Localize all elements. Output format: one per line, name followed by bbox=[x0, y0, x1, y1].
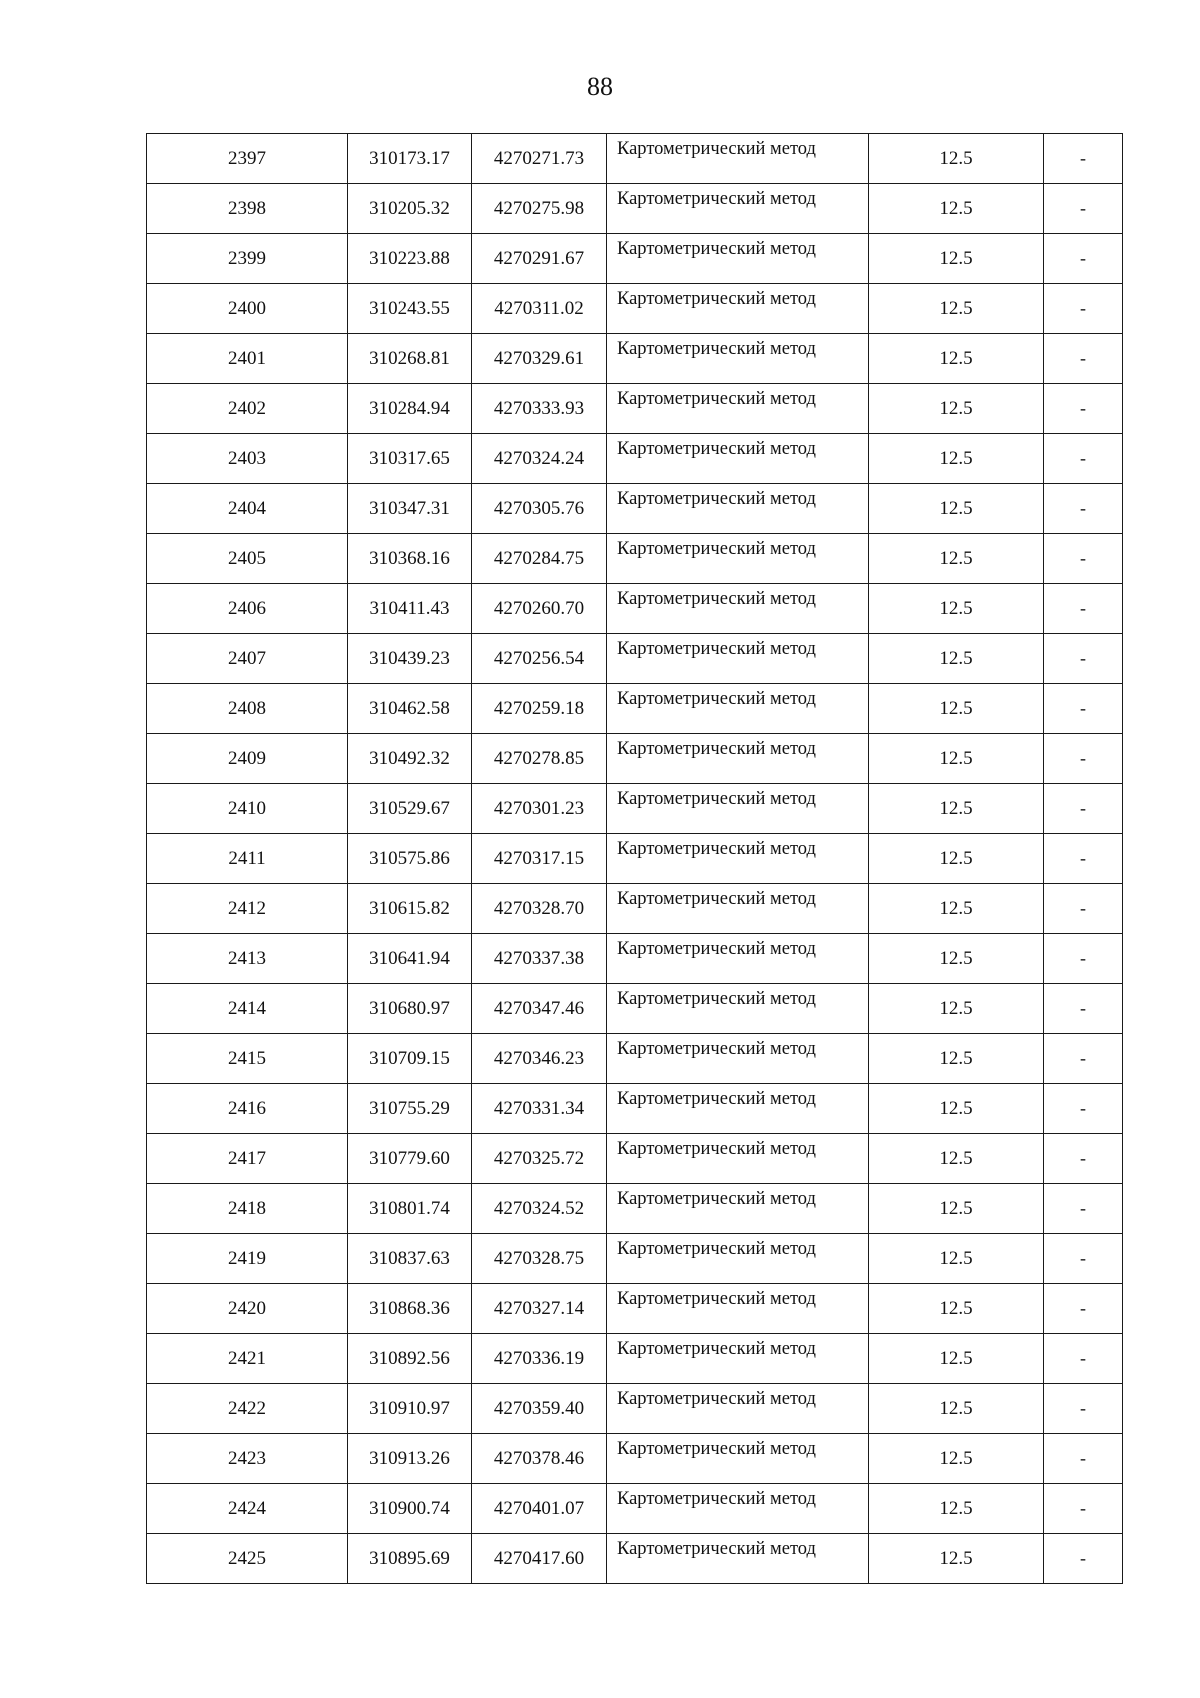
page-number: 88 bbox=[587, 72, 613, 101]
y-coordinate-cell: 4270291.67 bbox=[472, 234, 607, 284]
y-coordinate-cell: 4270346.23 bbox=[472, 1034, 607, 1084]
table-row bbox=[147, 1184, 1123, 1234]
x-coordinate-cell: 310173.17 bbox=[348, 134, 472, 184]
y-coordinate-cell: 4270271.73 bbox=[472, 134, 607, 184]
y-coordinate-cell: 4270347.46 bbox=[472, 984, 607, 1034]
method-cell: Картометрический метод bbox=[607, 384, 869, 434]
table-row bbox=[147, 1134, 1123, 1184]
y-coordinate-cell: 4270278.85 bbox=[472, 734, 607, 784]
x-coordinate-cell: 310462.58 bbox=[348, 684, 472, 734]
y-coordinate-cell: 4270327.14 bbox=[472, 1284, 607, 1334]
y-coordinate-cell: 4270317.15 bbox=[472, 834, 607, 884]
y-coordinate-cell: 4270401.07 bbox=[472, 1484, 607, 1534]
point-number-cell: 2421 bbox=[147, 1334, 348, 1384]
accuracy-cell: 12.5 bbox=[869, 284, 1044, 334]
accuracy-cell: 12.5 bbox=[869, 1234, 1044, 1284]
x-coordinate-cell: 310284.94 bbox=[348, 384, 472, 434]
x-coordinate-cell: 310243.55 bbox=[348, 284, 472, 334]
point-number-cell: 2423 bbox=[147, 1434, 348, 1484]
y-coordinate-cell: 4270256.54 bbox=[472, 634, 607, 684]
accuracy-cell: 12.5 bbox=[869, 934, 1044, 984]
x-coordinate-cell: 310837.63 bbox=[348, 1234, 472, 1284]
table-row bbox=[147, 484, 1123, 534]
point-number-cell: 2406 bbox=[147, 584, 348, 634]
y-coordinate-cell: 4270331.34 bbox=[472, 1084, 607, 1134]
table-row bbox=[147, 834, 1123, 884]
point-number-cell: 2425 bbox=[147, 1534, 348, 1584]
accuracy-cell: 12.5 bbox=[869, 334, 1044, 384]
point-number-cell: 2409 bbox=[147, 734, 348, 784]
accuracy-cell: 12.5 bbox=[869, 534, 1044, 584]
note-cell: - bbox=[1044, 1084, 1123, 1134]
accuracy-cell: 12.5 bbox=[869, 1384, 1044, 1434]
x-coordinate-cell: 310268.81 bbox=[348, 334, 472, 384]
table-body bbox=[147, 134, 1123, 1584]
x-coordinate-cell: 310223.88 bbox=[348, 234, 472, 284]
point-number-cell: 2403 bbox=[147, 434, 348, 484]
y-coordinate-cell: 4270259.18 bbox=[472, 684, 607, 734]
table-row bbox=[147, 984, 1123, 1034]
point-number-cell: 2422 bbox=[147, 1384, 348, 1434]
accuracy-cell: 12.5 bbox=[869, 1484, 1044, 1534]
note-cell: - bbox=[1044, 734, 1123, 784]
table-row bbox=[147, 1384, 1123, 1434]
x-coordinate-cell: 310868.36 bbox=[348, 1284, 472, 1334]
table-row bbox=[147, 934, 1123, 984]
accuracy-cell: 12.5 bbox=[869, 784, 1044, 834]
point-number-cell: 2407 bbox=[147, 634, 348, 684]
x-coordinate-cell: 310575.86 bbox=[348, 834, 472, 884]
note-cell: - bbox=[1044, 184, 1123, 234]
method-cell: Картометрический метод bbox=[607, 584, 869, 634]
point-number-cell: 2420 bbox=[147, 1284, 348, 1334]
y-coordinate-cell: 4270329.61 bbox=[472, 334, 607, 384]
note-cell: - bbox=[1044, 1534, 1123, 1584]
x-coordinate-cell: 310779.60 bbox=[348, 1134, 472, 1184]
y-coordinate-cell: 4270324.24 bbox=[472, 434, 607, 484]
point-number-cell: 2401 bbox=[147, 334, 348, 384]
accuracy-cell: 12.5 bbox=[869, 1334, 1044, 1384]
method-cell: Картометрический метод bbox=[607, 1284, 869, 1334]
y-coordinate-cell: 4270336.19 bbox=[472, 1334, 607, 1384]
method-cell: Картометрический метод bbox=[607, 734, 869, 784]
point-number-cell: 2408 bbox=[147, 684, 348, 734]
table-row bbox=[147, 534, 1123, 584]
x-coordinate-cell: 310368.16 bbox=[348, 534, 472, 584]
method-cell: Картометрический метод bbox=[607, 234, 869, 284]
table-row bbox=[147, 1484, 1123, 1534]
method-cell: Картометрический метод bbox=[607, 134, 869, 184]
accuracy-cell: 12.5 bbox=[869, 1184, 1044, 1234]
table-row bbox=[147, 1284, 1123, 1334]
table-row bbox=[147, 784, 1123, 834]
method-cell: Картометрический метод bbox=[607, 884, 869, 934]
point-number-cell: 2400 bbox=[147, 284, 348, 334]
point-number-cell: 2416 bbox=[147, 1084, 348, 1134]
x-coordinate-cell: 310709.15 bbox=[348, 1034, 472, 1084]
table-row bbox=[147, 884, 1123, 934]
accuracy-cell: 12.5 bbox=[869, 1534, 1044, 1584]
method-cell: Картометрический метод bbox=[607, 784, 869, 834]
point-number-cell: 2397 bbox=[147, 134, 348, 184]
accuracy-cell: 12.5 bbox=[869, 584, 1044, 634]
x-coordinate-cell: 310347.31 bbox=[348, 484, 472, 534]
x-coordinate-cell: 310411.43 bbox=[348, 584, 472, 634]
x-coordinate-cell: 310895.69 bbox=[348, 1534, 472, 1584]
accuracy-cell: 12.5 bbox=[869, 984, 1044, 1034]
accuracy-cell: 12.5 bbox=[869, 684, 1044, 734]
table-row bbox=[147, 334, 1123, 384]
point-number-cell: 2414 bbox=[147, 984, 348, 1034]
x-coordinate-cell: 310439.23 bbox=[348, 634, 472, 684]
note-cell: - bbox=[1044, 1434, 1123, 1484]
note-cell: - bbox=[1044, 1384, 1123, 1434]
table-row bbox=[147, 1434, 1123, 1484]
note-cell: - bbox=[1044, 484, 1123, 534]
note-cell: - bbox=[1044, 384, 1123, 434]
y-coordinate-cell: 4270328.70 bbox=[472, 884, 607, 934]
y-coordinate-cell: 4270328.75 bbox=[472, 1234, 607, 1284]
point-number-cell: 2413 bbox=[147, 934, 348, 984]
method-cell: Картометрический метод bbox=[607, 1234, 869, 1284]
accuracy-cell: 12.5 bbox=[869, 1434, 1044, 1484]
accuracy-cell: 12.5 bbox=[869, 184, 1044, 234]
y-coordinate-cell: 4270337.38 bbox=[472, 934, 607, 984]
table-row bbox=[147, 684, 1123, 734]
note-cell: - bbox=[1044, 634, 1123, 684]
coordinates-table bbox=[146, 133, 1123, 1584]
x-coordinate-cell: 310680.97 bbox=[348, 984, 472, 1034]
x-coordinate-cell: 310900.74 bbox=[348, 1484, 472, 1534]
y-coordinate-cell: 4270378.46 bbox=[472, 1434, 607, 1484]
accuracy-cell: 12.5 bbox=[869, 134, 1044, 184]
method-cell: Картометрический метод bbox=[607, 184, 869, 234]
accuracy-cell: 12.5 bbox=[869, 434, 1044, 484]
note-cell: - bbox=[1044, 1284, 1123, 1334]
x-coordinate-cell: 310529.67 bbox=[348, 784, 472, 834]
x-coordinate-cell: 310492.32 bbox=[348, 734, 472, 784]
method-cell: Картометрический метод bbox=[607, 634, 869, 684]
y-coordinate-cell: 4270284.75 bbox=[472, 534, 607, 584]
method-cell: Картометрический метод bbox=[607, 284, 869, 334]
note-cell: - bbox=[1044, 1184, 1123, 1234]
x-coordinate-cell: 310615.82 bbox=[348, 884, 472, 934]
note-cell: - bbox=[1044, 684, 1123, 734]
table-row bbox=[147, 234, 1123, 284]
point-number-cell: 2417 bbox=[147, 1134, 348, 1184]
note-cell: - bbox=[1044, 1484, 1123, 1534]
table-row bbox=[147, 734, 1123, 784]
note-cell: - bbox=[1044, 534, 1123, 584]
point-number-cell: 2424 bbox=[147, 1484, 348, 1534]
method-cell: Картометрический метод bbox=[607, 1034, 869, 1084]
method-cell: Картометрический метод bbox=[607, 684, 869, 734]
table-row bbox=[147, 384, 1123, 434]
x-coordinate-cell: 310641.94 bbox=[348, 934, 472, 984]
point-number-cell: 2419 bbox=[147, 1234, 348, 1284]
note-cell: - bbox=[1044, 584, 1123, 634]
y-coordinate-cell: 4270301.23 bbox=[472, 784, 607, 834]
method-cell: Картометрический метод bbox=[607, 934, 869, 984]
note-cell: - bbox=[1044, 934, 1123, 984]
table-row bbox=[147, 1034, 1123, 1084]
y-coordinate-cell: 4270305.76 bbox=[472, 484, 607, 534]
note-cell: - bbox=[1044, 984, 1123, 1034]
note-cell: - bbox=[1044, 234, 1123, 284]
x-coordinate-cell: 310892.56 bbox=[348, 1334, 472, 1384]
point-number-cell: 2410 bbox=[147, 784, 348, 834]
note-cell: - bbox=[1044, 134, 1123, 184]
y-coordinate-cell: 4270417.60 bbox=[472, 1534, 607, 1584]
y-coordinate-cell: 4270324.52 bbox=[472, 1184, 607, 1234]
accuracy-cell: 12.5 bbox=[869, 1034, 1044, 1084]
method-cell: Картометрический метод bbox=[607, 334, 869, 384]
x-coordinate-cell: 310205.32 bbox=[348, 184, 472, 234]
y-coordinate-cell: 4270275.98 bbox=[472, 184, 607, 234]
table-row bbox=[147, 434, 1123, 484]
y-coordinate-cell: 4270311.02 bbox=[472, 284, 607, 334]
y-coordinate-cell: 4270359.40 bbox=[472, 1384, 607, 1434]
method-cell: Картометрический метод bbox=[607, 1534, 869, 1584]
accuracy-cell: 12.5 bbox=[869, 234, 1044, 284]
accuracy-cell: 12.5 bbox=[869, 634, 1044, 684]
accuracy-cell: 12.5 bbox=[869, 834, 1044, 884]
accuracy-cell: 12.5 bbox=[869, 734, 1044, 784]
method-cell: Картометрический метод bbox=[607, 1334, 869, 1384]
point-number-cell: 2418 bbox=[147, 1184, 348, 1234]
point-number-cell: 2398 bbox=[147, 184, 348, 234]
point-number-cell: 2399 bbox=[147, 234, 348, 284]
note-cell: - bbox=[1044, 434, 1123, 484]
x-coordinate-cell: 310910.97 bbox=[348, 1384, 472, 1434]
note-cell: - bbox=[1044, 1034, 1123, 1084]
table-row bbox=[147, 184, 1123, 234]
note-cell: - bbox=[1044, 334, 1123, 384]
note-cell: - bbox=[1044, 1134, 1123, 1184]
accuracy-cell: 12.5 bbox=[869, 384, 1044, 434]
table-row bbox=[147, 1084, 1123, 1134]
method-cell: Картометрический метод bbox=[607, 434, 869, 484]
method-cell: Картометрический метод bbox=[607, 1484, 869, 1534]
table-row bbox=[147, 134, 1123, 184]
note-cell: - bbox=[1044, 884, 1123, 934]
y-coordinate-cell: 4270260.70 bbox=[472, 584, 607, 634]
method-cell: Картометрический метод bbox=[607, 534, 869, 584]
note-cell: - bbox=[1044, 1334, 1123, 1384]
accuracy-cell: 12.5 bbox=[869, 1084, 1044, 1134]
table-row bbox=[147, 584, 1123, 634]
table-row bbox=[147, 1234, 1123, 1284]
x-coordinate-cell: 310801.74 bbox=[348, 1184, 472, 1234]
x-coordinate-cell: 310913.26 bbox=[348, 1434, 472, 1484]
note-cell: - bbox=[1044, 1234, 1123, 1284]
method-cell: Картометрический метод bbox=[607, 1384, 869, 1434]
point-number-cell: 2405 bbox=[147, 534, 348, 584]
point-number-cell: 2411 bbox=[147, 834, 348, 884]
point-number-cell: 2404 bbox=[147, 484, 348, 534]
table-row bbox=[147, 1334, 1123, 1384]
table-row bbox=[147, 284, 1123, 334]
method-cell: Картометрический метод bbox=[607, 834, 869, 884]
accuracy-cell: 12.5 bbox=[869, 1134, 1044, 1184]
table-row bbox=[147, 1534, 1123, 1584]
point-number-cell: 2402 bbox=[147, 384, 348, 434]
x-coordinate-cell: 310317.65 bbox=[348, 434, 472, 484]
x-coordinate-cell: 310755.29 bbox=[348, 1084, 472, 1134]
note-cell: - bbox=[1044, 834, 1123, 884]
note-cell: - bbox=[1044, 784, 1123, 834]
y-coordinate-cell: 4270333.93 bbox=[472, 384, 607, 434]
method-cell: Картометрический метод bbox=[607, 984, 869, 1034]
point-number-cell: 2412 bbox=[147, 884, 348, 934]
method-cell: Картометрический метод bbox=[607, 1084, 869, 1134]
y-coordinate-cell: 4270325.72 bbox=[472, 1134, 607, 1184]
accuracy-cell: 12.5 bbox=[869, 1284, 1044, 1334]
method-cell: Картометрический метод bbox=[607, 1134, 869, 1184]
note-cell: - bbox=[1044, 284, 1123, 334]
method-cell: Картометрический метод bbox=[607, 484, 869, 534]
accuracy-cell: 12.5 bbox=[869, 884, 1044, 934]
accuracy-cell: 12.5 bbox=[869, 484, 1044, 534]
point-number-cell: 2415 bbox=[147, 1034, 348, 1084]
method-cell: Картометрический метод bbox=[607, 1184, 869, 1234]
table-row bbox=[147, 634, 1123, 684]
method-cell: Картометрический метод bbox=[607, 1434, 869, 1484]
